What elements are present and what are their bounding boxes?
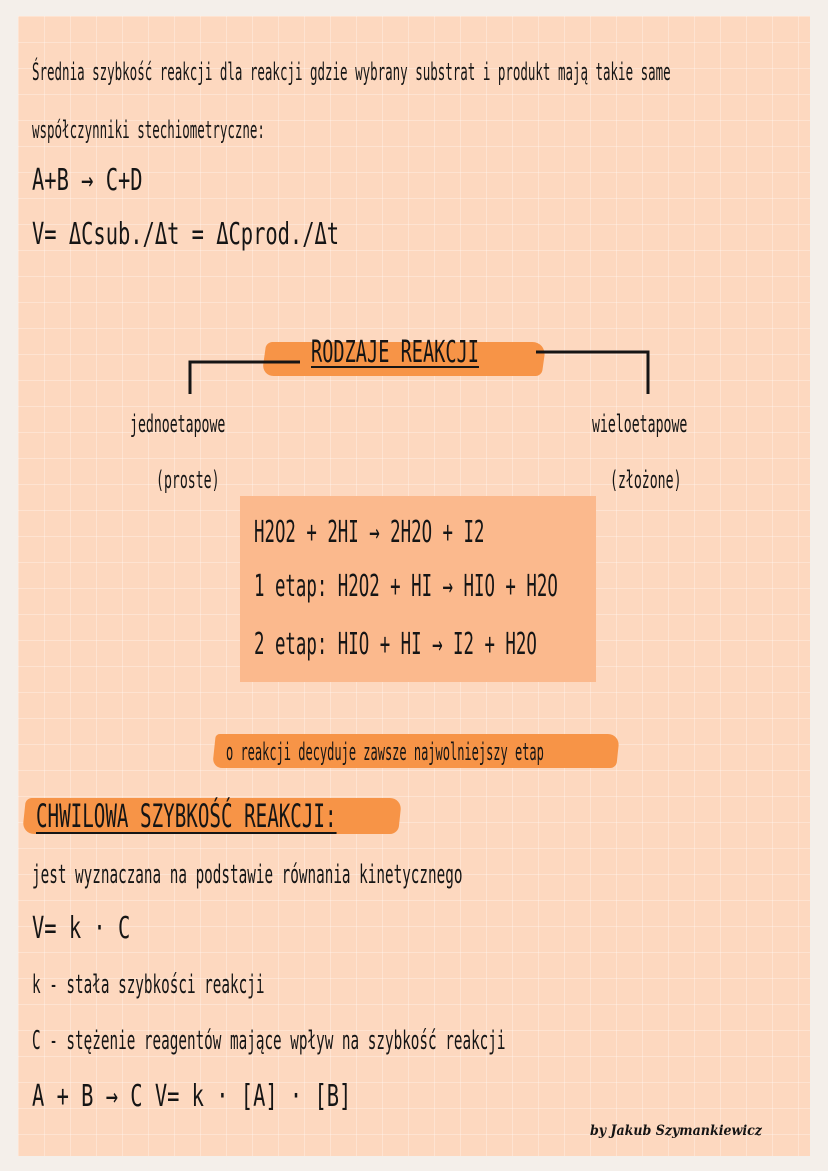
intro-line-1: Średnia szybkość reakcji dla reakcji gdzie wybrany substrat i produkt mają takie same xyxy=(32,58,671,86)
mechanism-step-1: 1 etap: H2O2 + HI → HIO + H2O xyxy=(254,569,558,604)
slowest-step-note: o reakcji decyduje zawsze najwolniejszy etap xyxy=(226,738,544,766)
k-definition: k - stała szybkości reakcji xyxy=(32,970,265,1000)
instant-rate-title: CHWILOWA SZYBKOŚĆ REAKCJI: xyxy=(36,797,337,835)
intro-line-2: współczynniki stechiometryczne: xyxy=(32,116,265,144)
kinetic-example: A + B → C V= k · [A] · [B] xyxy=(32,1079,352,1114)
author-signature: by Jakub Szymankiewicz xyxy=(590,1123,762,1139)
instant-desc: jest wyznaczana na podstawie równania kinetycznego xyxy=(32,860,463,890)
instant-formula: V= k · C xyxy=(32,911,131,946)
types-title: RODZAJE REAKCJI xyxy=(311,335,479,370)
mechanism-overall: H2O2 + 2HI → 2H2O + I2 xyxy=(254,515,485,550)
intro-equation: A+B → C+D xyxy=(32,163,143,198)
multi-step-label: wieloetapowe xyxy=(592,410,688,438)
mechanism-step-2: 2 etap: HIO + HI → I2 + H2O xyxy=(254,627,537,662)
multi-step-sub: (złożone) xyxy=(610,466,682,494)
c-definition: C - stężenie reagentów mające wpływ na szybkość reakcji xyxy=(32,1026,506,1056)
single-step-sub: (proste) xyxy=(156,466,220,494)
single-step-label: jednoetapowe xyxy=(130,410,226,438)
note-page xyxy=(18,16,810,1156)
rate-formula: V= ΔCsub./Δt = ΔCprod./Δt xyxy=(32,217,340,252)
